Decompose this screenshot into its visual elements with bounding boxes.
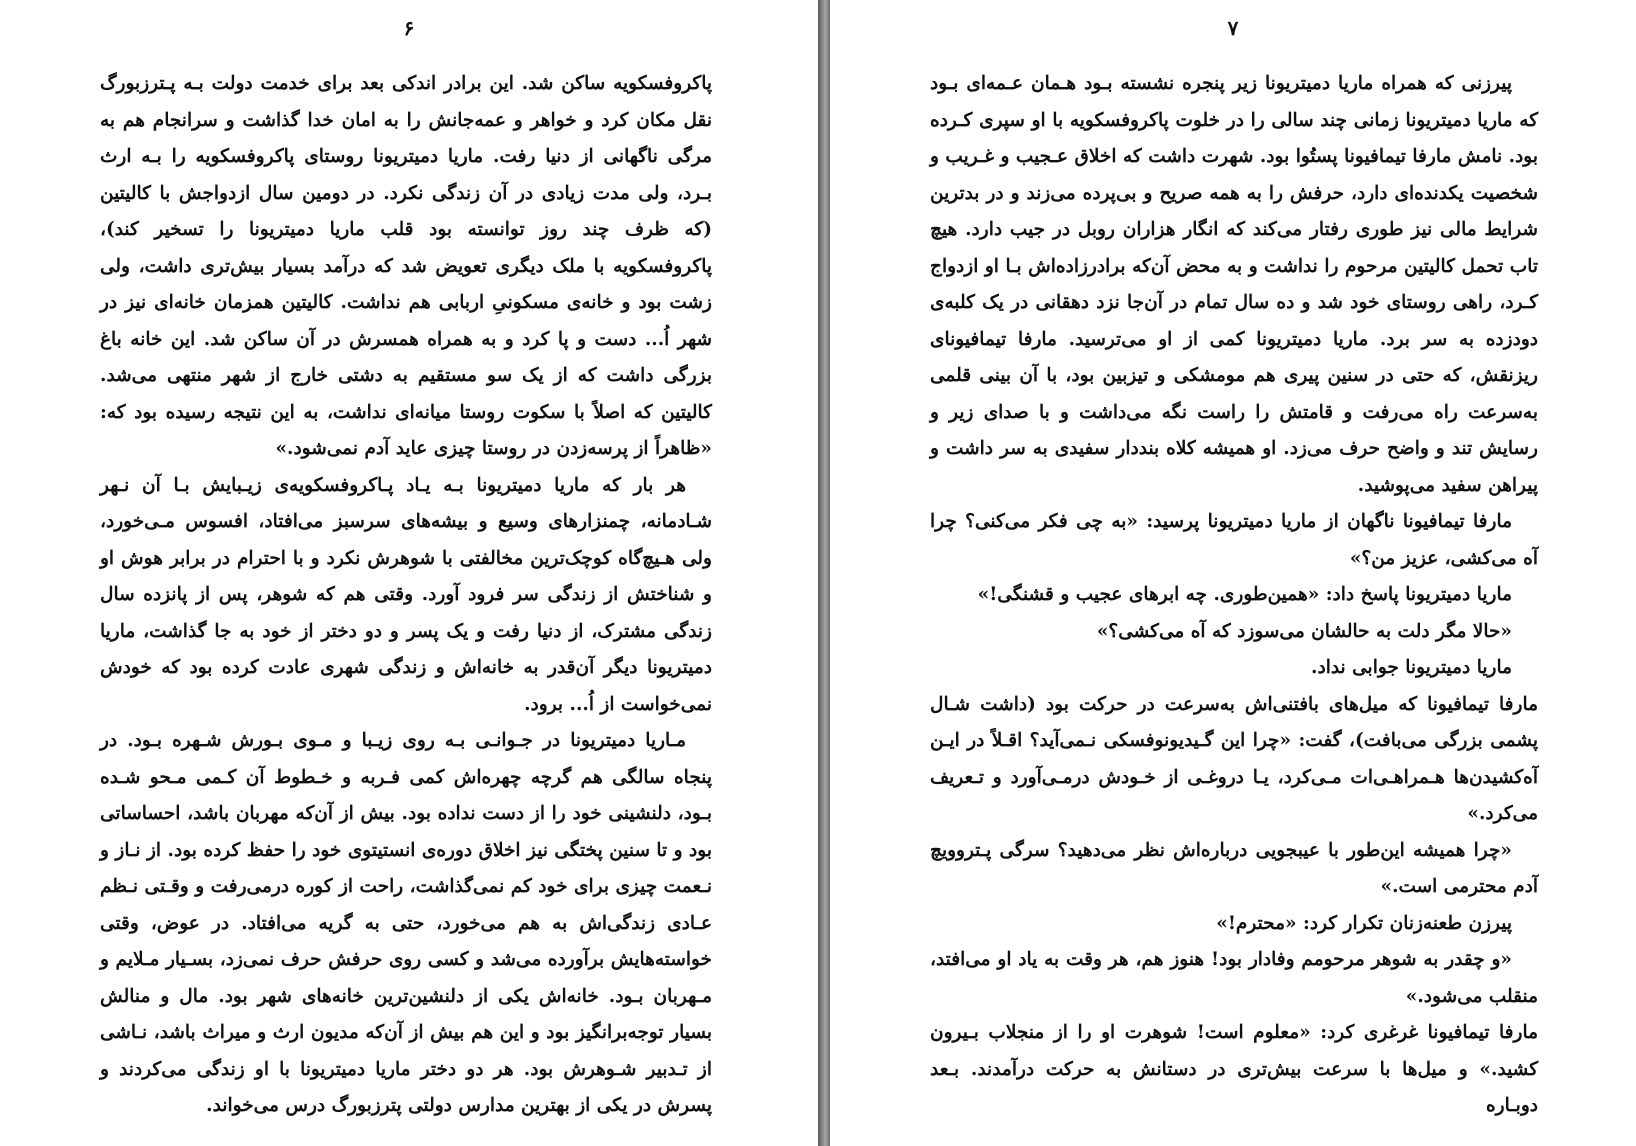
right-page	[830, 0, 1636, 1146]
page-text	[100, 66, 712, 1125]
paragraph: مارفا تیمافیونا ناگهان از ماریا دمیتریونا پرسید: «به چی فکر می‌کنی؟ چرا آه می‌کشی، عزیز من؟»	[930, 511, 1538, 569]
paragraph: مارفا تیمافیونا غرغری کرد: «معلوم است! شوهرت او را از منجلاب بـیرون کشید.» و میل‌ها با سرعت بیش‌تری در دستانش به حرکت درآمدند. بـعد دوبـاره	[930, 1022, 1538, 1116]
paragraph: مارفا تیمافیونا که میل‌های بافتنی‌اش به‌سرعت در حرکت بود (داشت شـال پشمی بزرگی می‌بافت)، گفت: «چرا این گـیدیونوفسکی نـمی‌آید؟ اقـلاً در ایـن آه‌کشیدن‌ها هـمراهـی‌ات مـی‌کرد، یـا دروغـی از خـودش درمـی‌آورد و تـعریف می‌کرد.»	[930, 693, 1538, 824]
paragraph: پیرزن طعنه‌زنان تکرار کرد: «محترم!»	[1216, 912, 1512, 934]
page-number: ۶	[403, 16, 415, 40]
paragraph: «چرا همیشه این‌طور با عیبجویی درباره‌اش نظر می‌دهید؟ سرگی پـتروویچ آدم محترمی است.»	[930, 839, 1538, 897]
page-text	[930, 66, 1538, 1125]
book-gutter	[818, 0, 830, 1146]
paragraph: هر بار که ماریا دمیتریونا بـه یـاد پـاکروفسکویه‌ی زیـبایش بـا آن نـهر شـادمانه، چمنزارهای وسیع و بیشه‌های سرسبز می‌افتاد، افسوس مـی‌خورد، ولی هـیچ‌گاه کوچک‌ترین مخالفتی با شوهرش نکرد و با احترام در برابر هوش او و شناختش از زندگی سر فرود آورد. وقتی هم که شوهر، پس از پانزده سال زندگی مشترک، از دنیا رفت و یک پسر و دو دختر از خود به جا گذاشت، ماریا دمیتریونا دیگر آن‌قدر به خانه‌اش و زندگی شهری عادت کرده بود که خودش نمی‌خواست از اُ... برود.	[100, 474, 712, 715]
paragraph: «و چقدر به شوهر مرحومم وفادار بود! هنوز هم، هر وقت به یاد او می‌افتد، منقلب می‌شود.»	[930, 949, 1538, 1007]
paragraph: ماریا دمیتریونا پاسخ داد: «همین‌طوری. چه ابرهای عجیب و قشنگی!»	[977, 584, 1512, 605]
paragraph: مـاریا دمیتریونا در جـوانـی بـه روی زیـبا و مـوی بـورش شـهره بـود. در پنجاه سالگی هم گرچه چهره‌اش کمی فـربه و خـطوط آن کـمی مـحو شـده بـود، دلنشینی خود را از دست نداده بود. بیش از آن‌که مهربان باشد، احساساتی بود و تا سنین پختگی نیز اخلاق دوره‌ی انستیتوی خود را حفظ کرده بود. از نـاز و نـعمت چیزی برای خود کم نمی‌گذاشت، راحت از کوره درمی‌رفت و وقـتی نـظم عـادی زندگی‌اش به هم می‌خورد، حتی به گریه می‌افتاد. در عوض، وقتی خواسته‌هایش برآورده می‌شد و کسی روی حرفش حرف نمی‌زد، بسـیار مـلایم و مـهربان بـود. خانه‌اش یکی از دلنشین‌ترین خانه‌های شهر بود. مال و منالش بسیار توجه‌برانگیز بود و این هم بیش از آن‌که مدیون ارث و میراث باشد، نـاشی از تـدبیر شـوهرش بود. هر دو دختر ماریا دمیتریونا با او زندگی می‌کردند و پسرش در یکی از بهترین مدارس دولتی پترزبورگ درس می‌خواند.	[100, 730, 712, 1116]
page-number: ۷	[1227, 16, 1239, 40]
paragraph: پاکروفسکویه ساکن شد. این برادر اندکی بعد برای خدمت دولت بـه پـترزبورگ نقل مکان کرد و خواهر و عمه‌جانش را به امان خدا گذاشت و سرانجام هم به مرگی ناگهانی از دنیا رفت. ماریا دمیتریونا روستای پاکروفسکویه را بـه ارث بـرد، ولی مدت زیادی در آن زندگی نکرد. در دومین سال ازدواجش با کالیتین (که ظرف چند روز توانسته بود قلب ماریا دمیتریونا را تسخیر کند)، پاکروفسکویه با ملک دیگری تعویض شد که درآمد بسیار بیش‌تری داشت، ولی زشت بود و خانه‌ی مسکونیِ اربابی هم نداشت. کالیتین همزمان خانه‌ای نیز در شهر اُ... دست و پا کرد و به همراه همسرش در آن ساکن شد. این خانه باغ بزرگی داشت که از یک سو مستقیم به دشتی خارج از شهر منتهی می‌شد. کالیتین که اصلاً با سکوت روستا میانه‌ای نداشت، به این نتیجه رسیده بود که: «ظاهراً از پرسه‌زدن در روستا چیزی عاید آدم نمی‌شود.»	[100, 73, 712, 459]
paragraph: پیرزنی که همراه ماریا دمیتریونا زیر پنجره نشسته بـود هـمان عـمه‌ای بـود که ماریا دمیتریونا زمانی چند سالی را در خلوت پاکروفسکویه با او سپری کـرده بود. نامش مارفا تیمافیونا پستُوا بود. شهرت داشت که اخلاق عـجیب و غـریب و شخصیت یکدنده‌ای دارد، حرفش را به همه صریح و بی‌پرده می‌زند و در بدترین شرایط مالی نیز طوری رفتار می‌کند که انگار هزاران روبل در جیب دارد. هیچ تاب تحمل کالیتین مرحوم را نداشت و به محض آن‌که برادرزاده‌اش بـا او ازدواج کـرد، راهی روستای خود شد و ده سال تمام در آن‌جا نزد دهقانی در یک کلبه‌ی دودزده به سر برد. ماریا دمیتریونا کمی از او می‌ترسید. مارفا تیمافیونای ریزنقش، که حتی در سنین پیری هم مومشکی و تیزبین بود، با آن بینی قلمی به‌سرعت راه می‌رفت و قامتش را راست نگه می‌داشت و با صدای زیر و رسایش تند و واضح حرف می‌زد. او همیشه کلاه بنددار سفیدی به سر داشت و پیراهن سفید می‌پوشید.	[930, 73, 1538, 496]
paragraph: ماریا دمیتریونا جوابی نداد.	[1311, 657, 1512, 678]
paragraph: «حالا مگر دلت به حالشان می‌سوزد که آه می‌کشی؟»	[1096, 620, 1512, 642]
